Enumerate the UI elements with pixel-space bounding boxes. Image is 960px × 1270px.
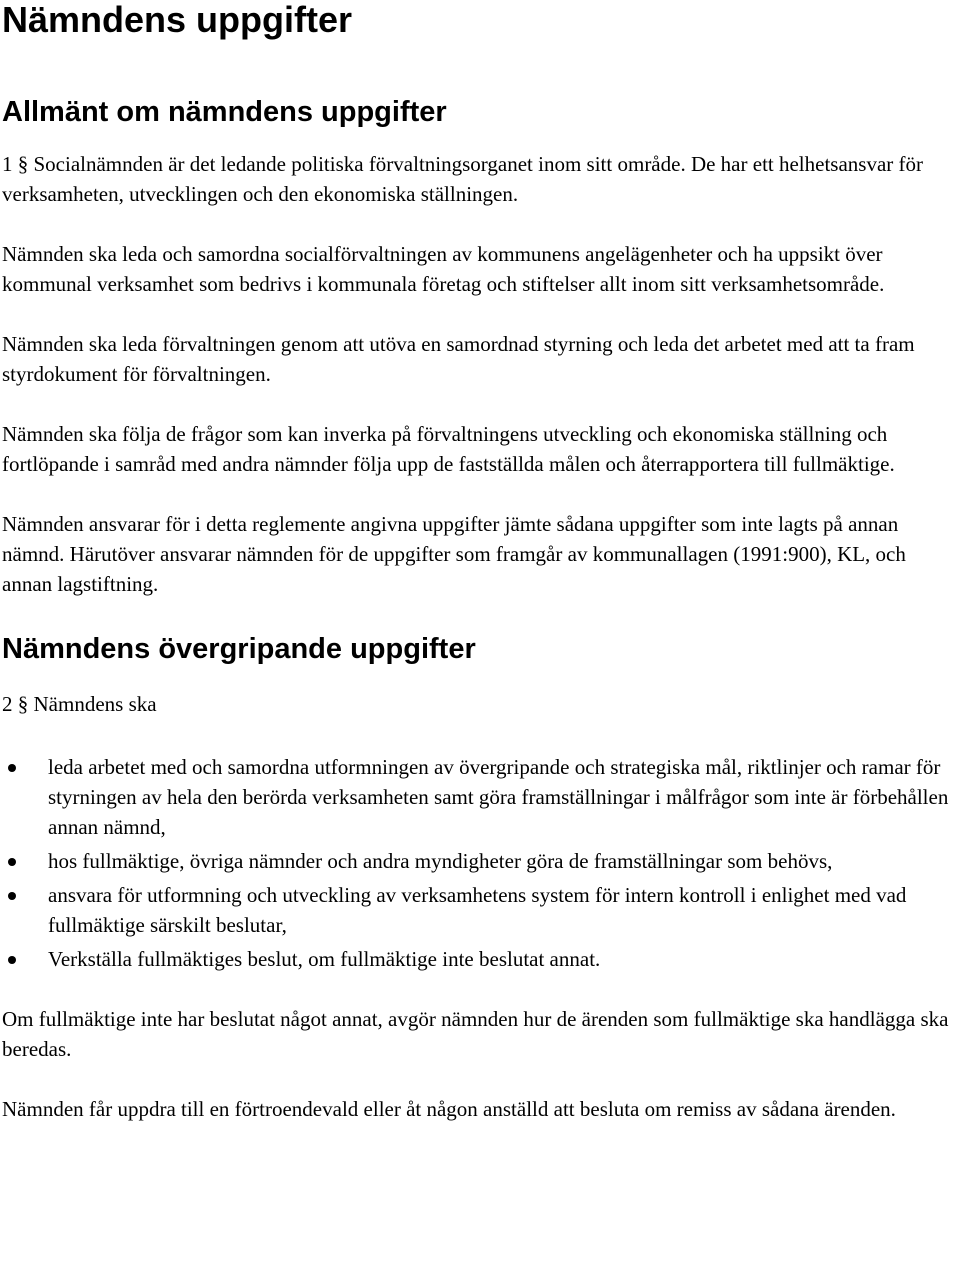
list-item bbox=[2, 752, 960, 842]
list-item bbox=[2, 880, 960, 940]
bullet-icon bbox=[8, 764, 16, 772]
bullet-icon bbox=[8, 858, 16, 866]
paragraph-1: 1 § Socialnämnden är det ledande politiska förvaltningsorganet inom sitt område. De har ett helhetsansvar för verksamheten, utvecklingen och den ekonomiska ställningen. bbox=[2, 152, 924, 206]
list-item-text: hos fullmäktige, övriga nämnder och andra myndigheter göra de framställningar som behövs, bbox=[48, 849, 833, 873]
section-heading-overall: Nämndens övergripande uppgifter bbox=[2, 633, 476, 665]
list-item bbox=[2, 846, 960, 876]
section-heading-general: Allmänt om nämndens uppgifter bbox=[2, 96, 447, 128]
bullet-icon bbox=[8, 956, 16, 964]
section-lead: 2 § Nämndens ska bbox=[2, 692, 157, 716]
paragraph-4: Nämnden ska följa de frågor som kan inverka på förvaltningens utveckling och ekonomiska ställning och fortlöpande i samråd med andra nämnder följa upp de fastställda målen och återrapportera till fullmäktige. bbox=[2, 422, 895, 476]
page-title: Nämndens uppgifter bbox=[2, 0, 353, 40]
list-item bbox=[2, 944, 960, 974]
paragraph-after-list-2: Nämnden får uppdra till en förtroendevald eller åt någon anställd att besluta om remiss av sådana ärenden. bbox=[2, 1097, 896, 1121]
paragraph-2: Nämnden ska leda och samordna socialförvaltningen av kommunens angelägenheter och ha uppsikt över kommunal verksamhet som bedrivs i kommunala företag och stiftelser allt inom sitt verksamhetsområde. bbox=[2, 242, 885, 296]
paragraph-after-list-1: Om fullmäktige inte har beslutat något annat, avgör nämnden hur de ärenden som fullmäktige ska handlägga ska beredas. bbox=[2, 1007, 949, 1061]
list-item-text: ansvara för utformning och utveckling av verksamhetens system för intern kontroll i enlighet med vad fullmäktige särskilt beslutar, bbox=[48, 883, 907, 937]
paragraph-5: Nämnden ansvarar för i detta reglemente angivna uppgifter jämte sådana uppgifter som inte lagts på annan nämnd. Härutöver ansvarar nämnden för de uppgifter som framgår av kommunallagen (1991:900), KL, och annan lagstiftning. bbox=[2, 512, 906, 596]
list-item-text: leda arbetet med och samordna utformningen av övergripande och strategiska mål, riktlinjer och ramar för styrningen av hela den berörda verksamheten samt göra framställningar i målfrågor som inte är förbehållen annan nämnd, bbox=[48, 755, 949, 839]
paragraph-3: Nämnden ska leda förvaltningen genom att utöva en samordnad styrning och leda det arbetet med att ta fram styrdokument för förvaltningen. bbox=[2, 332, 915, 386]
bullet-icon bbox=[8, 892, 16, 900]
list-item-text: Verkställa fullmäktiges beslut, om fullmäktige inte beslutat annat. bbox=[48, 947, 601, 971]
task-list bbox=[2, 752, 960, 974]
